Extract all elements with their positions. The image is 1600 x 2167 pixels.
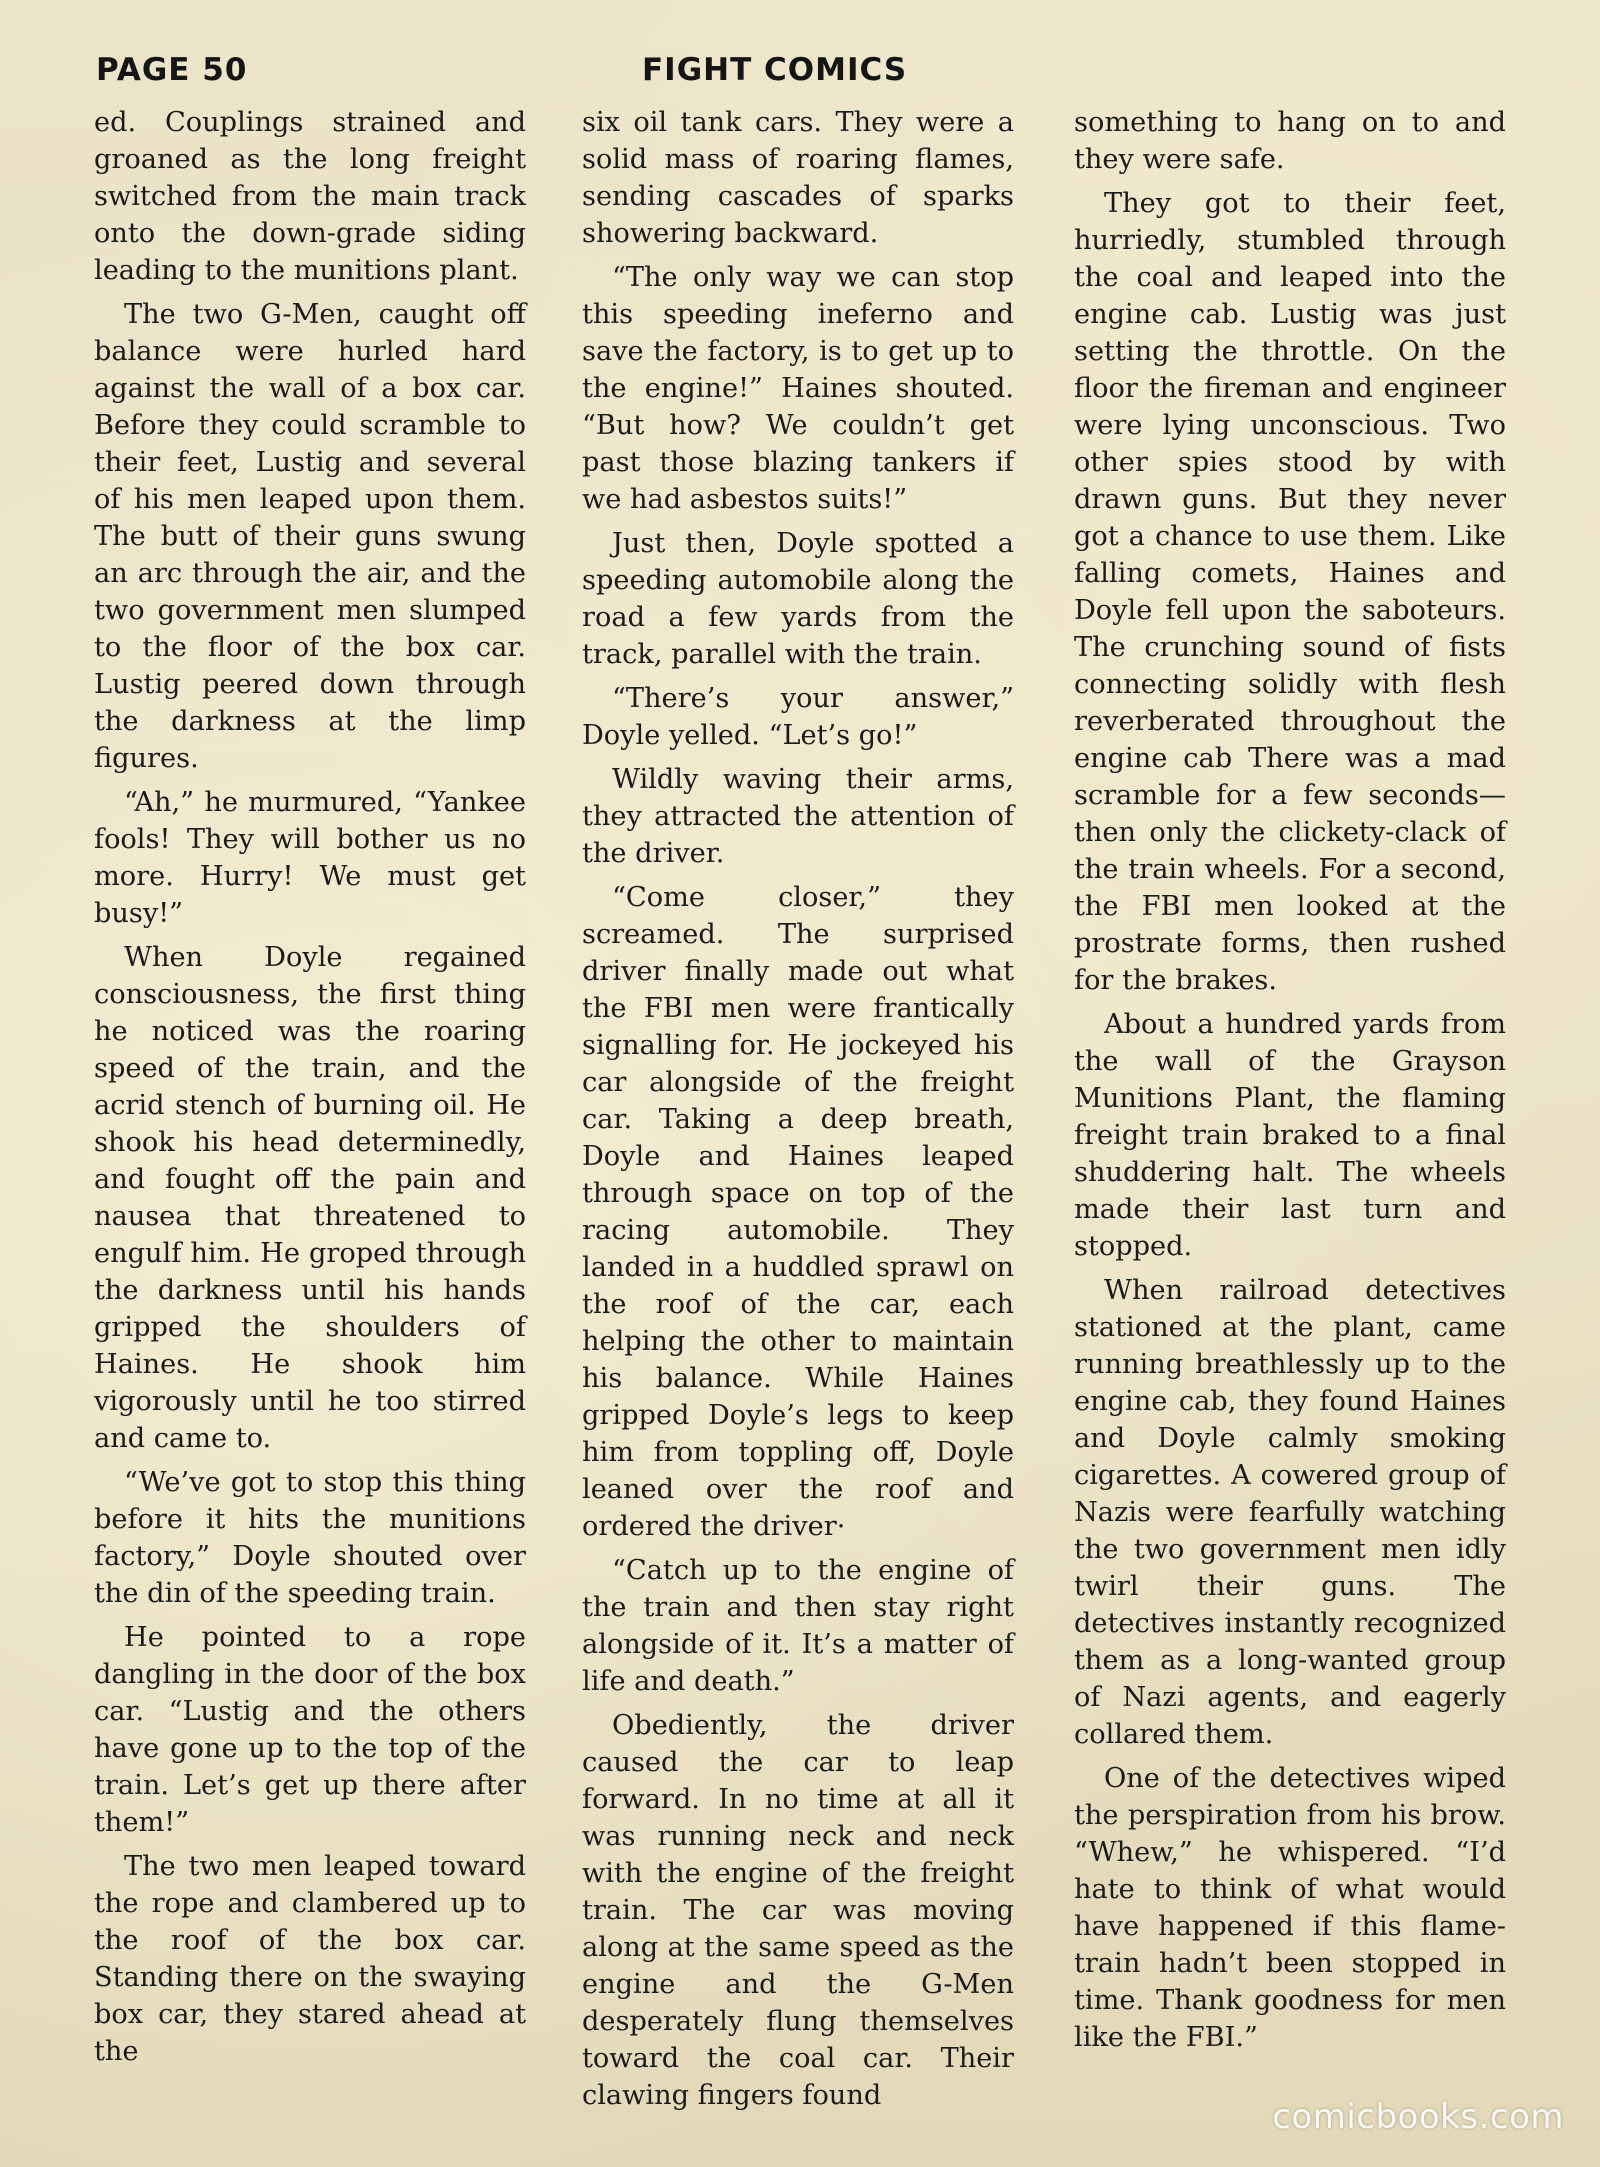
paragraph: “The only way we can stop this speeding ineferno and save the factory, is to get up to the engine!” Haines shouted. “But how? We couldn’t get past those blazing tankers if we had asbestos suits!” (582, 262, 1014, 515)
paragraph: Wildly waving their arms, they attracted the attention of the driver. (582, 764, 1014, 869)
text-column-1 (94, 104, 526, 2084)
page-number: PAGE 50 (96, 52, 248, 88)
paragraph: “Come closer,” they screamed. The surprised driver finally made out what the FBI men were frantically signalling for. He jockeyed his car alongside of the freight car. Taking a deep breath, Doyle and Haines leaped through space on top of the racing automobile. They landed in a huddled sprawl on the roof of the car, each helping the other to maintain his balance. While Haines gripped Doyle’s legs to keep him from toppling off, Doyle leaned over the roof and ordered the driver· (582, 882, 1014, 1542)
site-watermark: comicbooks.com (1272, 2097, 1564, 2137)
text-column-2 (582, 104, 1014, 2111)
text-column-3 (1074, 104, 1506, 2084)
paragraph: About a hundred yards from the wall of the Grayson Munitions Plant, the flaming freight train braked to a final shuddering halt. The wheels made their last turn and stopped. (1074, 1009, 1506, 1262)
paragraph: One of the detectives wiped the perspiration from his brow. “Whew,” he whispered. “I’d hate to think of what would have happened if this flame-train hadn’t been stopped in time. Thank goodness for men like the FBI.” (1074, 1763, 1506, 2053)
paragraph: When railroad detectives stationed at the plant, came running breathlessly up to the engine cab, they found Haines and Doyle calmly smoking cigarettes. A cowered group of Nazis were fearfully watching the two government men idly twirl their guns. The detectives instantly recognized them as a long-wanted group of Nazi agents, and eagerly collared them. (1074, 1275, 1506, 1750)
paragraph: He pointed to a rope dangling in the door of the box car. “Lustig and the others have gone up to the top of the train. Let’s get up there after them!” (94, 1622, 526, 1838)
paragraph: “We’ve got to stop this thing before it hits the munitions factory,” Doyle shouted over the din of the speeding train. (94, 1467, 526, 1609)
paragraph: They got to their feet, hurriedly, stumbled through the coal and leaped into the engine cab. Lustig was just setting the throttle. On the floor the fireman and engineer were lying unconscious. Two other spies stood by with drawn guns. But they never got a chance to use them. Like falling comets, Haines and Doyle fell upon the saboteurs. The crunching sound of fists connecting solidly with flesh reverberated throughout the engine cab There was a mad scramble for a few seconds—then only the clickety-clack of the train wheels. For a second, the FBI men looked at the prostrate forms, then rushed for the brakes. (1074, 188, 1506, 996)
paragraph: six oil tank cars. They were a solid mass of roaring flames, sending cascades of sparks showering backward. (582, 107, 1014, 249)
paragraph: ed. Couplings strained and groaned as the long freight switched from the main track onto the down-grade siding leading to the munitions plant. (94, 107, 526, 286)
paragraph: Just then, Doyle spotted a speeding automobile along the road a few yards from the track, parallel with the train. (582, 528, 1014, 670)
paragraph: “Catch up to the engine of the train and then stay right alongside of it. It’s a matter of life and death.” (582, 1555, 1014, 1697)
paragraph: The two G-Men, caught off balance were hurled hard against the wall of a box car. Before they could scramble to their feet, Lustig and several of his men leaped upon them. The butt of their guns swung an arc through the air, and the two government men slumped to the floor of the box car. Lustig peered down through the darkness at the limp figures. (94, 299, 526, 774)
paragraph: The two men leaped toward the rope and clambered up to the roof of the box car. Standing there on the swaying box car, they stared ahead at the (94, 1851, 526, 2067)
paragraph: Obediently, the driver caused the car to leap forward. In no time at all it was running neck and neck with the engine of the freight train. The car was moving along at the same speed as the engine and the G-Men desperately flung themselves toward the coal car. Their clawing fingers found (582, 1710, 1014, 2111)
paragraph: something to hang on to and they were safe. (1074, 107, 1506, 175)
paragraph: “Ah,” he murmured, “Yankee fools! They will bother us no more. Hurry! We must get busy!” (94, 787, 526, 929)
paragraph: When Doyle regained consciousness, the first thing he noticed was the roaring speed of the train, and the acrid stench of burning oil. He shook his head determinedly, and fought off the pain and nausea that threatened to engulf him. He groped through the darkness until his hands gripped the shoulders of Haines. He shook him vigorously until he too stirred and came to. (94, 942, 526, 1454)
paragraph: “There’s your answer,” Doyle yelled. “Let’s go!” (582, 683, 1014, 751)
page-header (96, 52, 1516, 92)
magazine-title: FIGHT COMICS (642, 52, 908, 88)
